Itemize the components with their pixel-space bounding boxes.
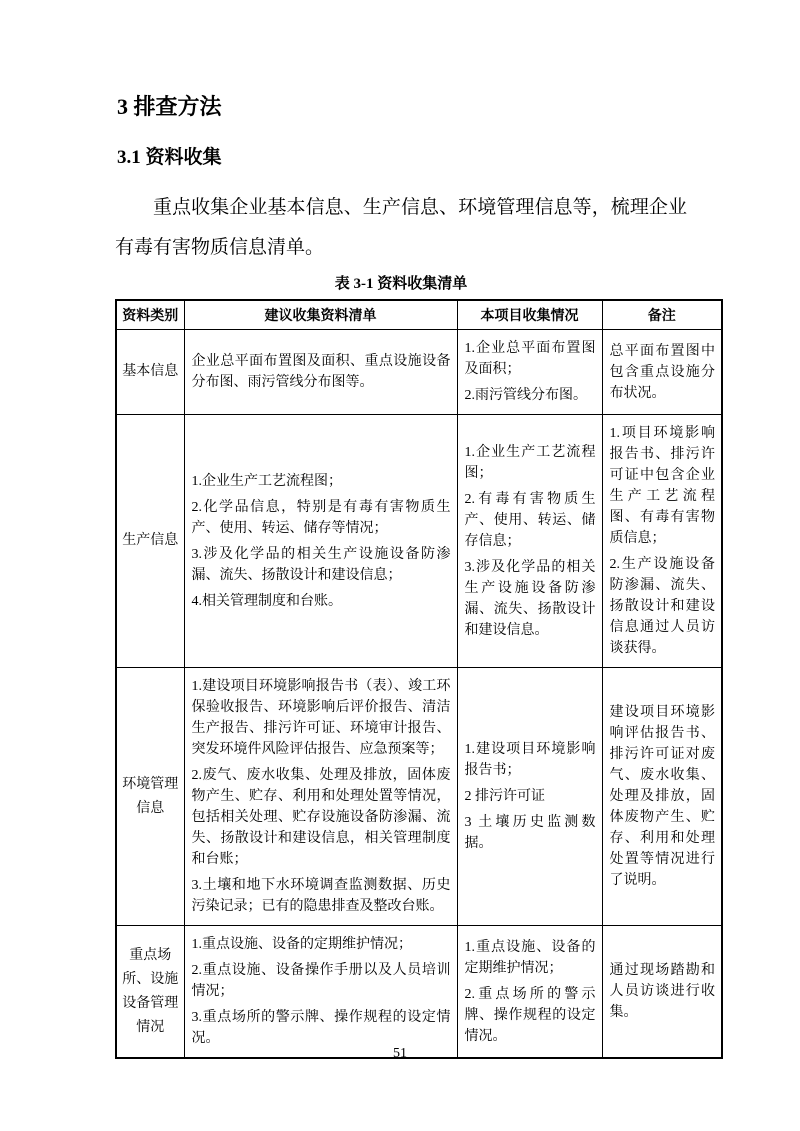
collected-cell xyxy=(457,415,602,668)
table-row-production-info xyxy=(116,415,722,668)
cell-paragraph: 2.化学品信息，特别是有毒有害物质生产、使用、转运、储存等情况； xyxy=(191,499,451,536)
cell-paragraph: 2.重点场所的警示牌、操作规程的设定情况。 xyxy=(464,986,596,1044)
table-caption: 表 3-1 资料收集清单 xyxy=(334,276,468,293)
table-header-row xyxy=(116,300,722,330)
remark-cell xyxy=(602,330,722,415)
cell-paragraph: 4.相关管理制度和台账。 xyxy=(191,593,342,609)
remark-cell xyxy=(602,415,722,668)
cell-paragraph: 通过现场踏勘和人员访谈进行收集。 xyxy=(609,963,715,1021)
cell-paragraph: 2.废气、废水收集、处理及排放，固体废物产生、贮存、利用和处理处置等情况，包括相关处理、贮存设施设备防渗漏、流失、扬散设计和建设信息，相关管理制度和台账； xyxy=(191,768,451,868)
col-header-category: 资料类别 xyxy=(116,300,184,330)
cell-paragraph: 2.重点设施、设备操作手册以及人员培训情况； xyxy=(191,963,451,1000)
cell-paragraph: 1.重点设施、设备的定期维护情况； xyxy=(191,937,412,953)
suggested-cell xyxy=(184,415,457,668)
subsection-heading: 3.1 资料收集 xyxy=(117,146,222,168)
cell-paragraph: 3.涉及化学品的相关生产设施设备防渗漏、流失、扬散设计和建设信息； xyxy=(191,546,451,583)
remark-cell xyxy=(602,668,722,926)
category-cell: 环境管理信息 xyxy=(116,668,184,926)
col-header-remark: 备注 xyxy=(602,300,722,330)
cell-paragraph: 2.有毒有害物质生产、使用、转运、储存信息； xyxy=(464,491,596,549)
cell-paragraph: 2 排污许可证 xyxy=(464,789,545,805)
cell-paragraph: 1.建设项目环境影响报告书（表）、竣工环保验收报告、环境影响后评价报告、清洁生产报告、排污许可证、环境审计报告、突发环境件风险评估报告、应急预案等； xyxy=(191,679,451,758)
page-number: 51 xyxy=(393,1046,407,1061)
cell-paragraph: 3.涉及化学品的相关生产设施设备防渗漏、流失、扬散设计和建设信息。 xyxy=(464,559,596,638)
remark-cell xyxy=(602,926,722,1059)
cell-paragraph: 企业总平面布置图及面积、重点设施设备分布图、雨污管线分布图等。 xyxy=(191,354,451,391)
cell-paragraph: 2.生产设施设备防渗漏、流失、扬散设计和建设信息通过人员访谈获得。 xyxy=(609,557,715,657)
cell-paragraph: 1.企业生产工艺流程图； xyxy=(464,444,596,481)
cell-paragraph: 2.雨污管线分布图。 xyxy=(464,388,587,404)
cell-paragraph: 1.项目环境影响报告书、排污许可证中包含企业生产工艺流程图、有毒有害物质信息； xyxy=(609,426,715,547)
col-header-collected: 本项目收集情况 xyxy=(457,300,602,330)
cell-paragraph: 1.企业总平面布置图及面积； xyxy=(464,341,596,378)
collected-cell xyxy=(457,926,602,1059)
collected-cell xyxy=(457,330,602,415)
suggested-cell xyxy=(184,330,457,415)
cell-paragraph: 3.重点场所的警示牌、操作规程的设定情况。 xyxy=(191,1010,451,1047)
cell-paragraph: 1.企业生产工艺流程图； xyxy=(191,473,342,489)
category-cell: 基本信息 xyxy=(116,330,184,415)
suggested-cell xyxy=(184,668,457,926)
cell-paragraph: 1.建设项目环境影响报告书； xyxy=(464,742,596,779)
suggested-cell xyxy=(184,926,457,1059)
category-cell: 生产信息 xyxy=(116,415,184,668)
cell-paragraph: 建设项目环境影响评估报告书、排污许可证对废气、废水收集、处理及排放，固体废物产生、贮存、利用和处理处置等情况进行了说明。 xyxy=(609,705,715,889)
cell-paragraph: 1.重点设施、设备的定期维护情况； xyxy=(464,939,596,976)
document-content xyxy=(115,0,721,1059)
cell-paragraph: 3 土壤历史监测数据。 xyxy=(464,815,596,852)
table-row-key-facilities xyxy=(116,926,722,1059)
collected-cell xyxy=(457,668,602,926)
table-row-basic-info xyxy=(116,330,722,415)
cell-paragraph: 3.土壤和地下水环境调查监测数据、历史污染记录；已有的隐患排查及整改台账。 xyxy=(191,878,451,915)
data-collection-table xyxy=(115,299,723,1059)
category-cell: 重点场所、设施设备管理情况 xyxy=(116,926,184,1059)
table-row-env-management-info xyxy=(116,668,722,926)
body-paragraph: 重点收集企业基本信息、生产信息、环境管理信息等，梳理企业有毒有害物质信息清单。 xyxy=(115,197,687,259)
cell-paragraph: 总平面布置图中包含重点设施分布状况。 xyxy=(609,343,715,401)
col-header-suggested: 建议收集资料清单 xyxy=(184,300,457,330)
section-heading: 3 排查方法 xyxy=(117,94,222,119)
